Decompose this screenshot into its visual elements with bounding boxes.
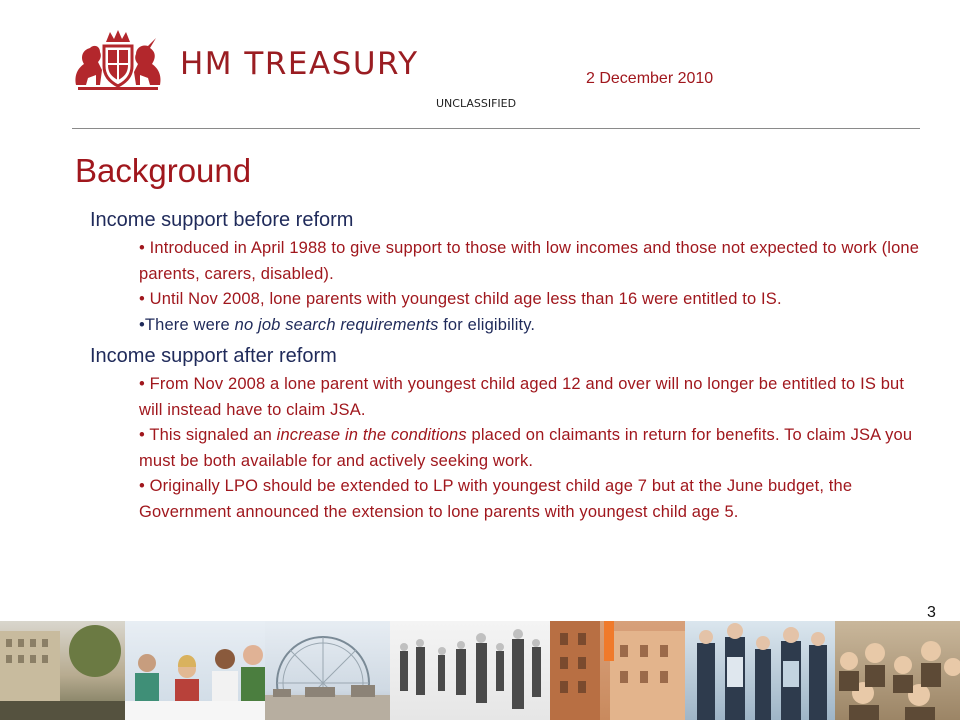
section-heading: Income support after reform bbox=[90, 345, 337, 367]
bullet-text: placed on claimants in return for benefits. To claim JSA you must be both available for and actively seeking work. bbox=[139, 426, 913, 470]
commuters-photo bbox=[685, 621, 835, 720]
audience-photo bbox=[835, 621, 960, 720]
classification-label: UNCLASSIFIED bbox=[436, 97, 517, 110]
city-street-photo bbox=[550, 621, 685, 720]
section-before-reform bbox=[90, 208, 920, 338]
slide-title: Background bbox=[75, 152, 252, 189]
bullet-text: for eligibility. bbox=[438, 315, 536, 334]
bullet-item: • Originally LPO should be extended to LP with youngest child age 7 but at the June budget, the Government announced the extension to lone parents with youngest child age 5. bbox=[139, 477, 853, 521]
bullet-text: •There were bbox=[139, 315, 235, 334]
bullet-emphasis: no job search requirements bbox=[234, 315, 439, 334]
page-number: 3 bbox=[927, 604, 936, 621]
header-divider bbox=[72, 128, 920, 129]
royal-crest-logo bbox=[70, 30, 166, 90]
bullet-item bbox=[139, 313, 920, 339]
section-after-reform bbox=[90, 344, 920, 525]
bullet-emphasis: increase in the conditions bbox=[276, 426, 467, 444]
crowd-walking-photo bbox=[390, 621, 550, 720]
bullet-item: • Until Nov 2008, lone parents with youngest child age less than 16 were entitled to IS. bbox=[139, 290, 782, 308]
meeting-people-photo bbox=[125, 621, 265, 720]
photo-strip bbox=[0, 621, 960, 720]
section-heading: Income support before reform bbox=[90, 209, 354, 231]
hm-treasury-wordmark: HM TREASURY bbox=[180, 46, 419, 82]
bullet-item: • From Nov 2008 a lone parent with youngest child aged 12 and over will no longer be entitled to IS but will instead have to claim JSA. bbox=[139, 375, 905, 419]
slide-content bbox=[90, 208, 920, 531]
office-buildings-photo bbox=[0, 621, 125, 720]
bullet-item bbox=[139, 423, 920, 474]
london-eye-photo bbox=[265, 621, 390, 720]
bullet-list bbox=[139, 236, 920, 338]
bullet-item: • Introduced in April 1988 to give support to those with low incomes and those not expected to work (lone parents, carers, disabled). bbox=[139, 239, 920, 283]
bullet-list bbox=[139, 372, 920, 525]
slide-date: 2 December 2010 bbox=[586, 70, 714, 87]
bullet-text: • This signaled an bbox=[139, 426, 277, 444]
